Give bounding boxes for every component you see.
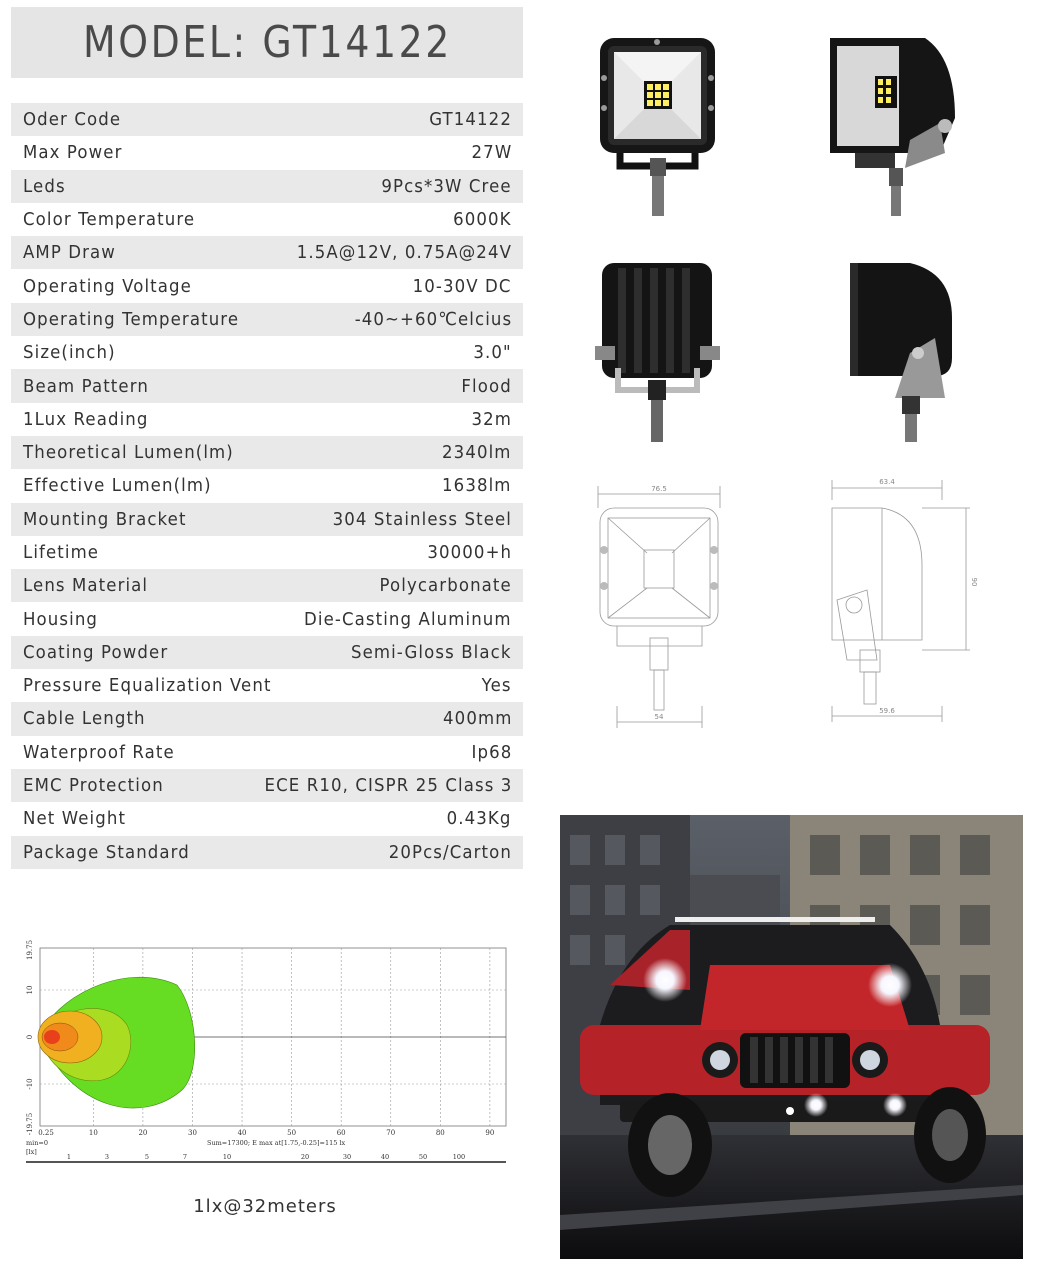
x-tick-label: 30	[188, 1129, 197, 1137]
spec-value: 9Pcs*3W Cree	[381, 175, 512, 197]
spec-row	[11, 802, 523, 835]
spec-value: Die-Casting Aluminum	[304, 608, 512, 630]
spec-row	[11, 636, 523, 669]
x-tick-label: 50	[287, 1129, 297, 1137]
spec-value: -40~+60℃elcius	[354, 308, 512, 330]
x-tick-label: 20	[138, 1129, 148, 1137]
spec-row	[11, 469, 523, 502]
lux-scale-label: 50	[418, 1153, 428, 1161]
spec-row	[11, 403, 523, 436]
unit-label: [lx]	[26, 1148, 37, 1156]
spec-label: Beam Pattern	[23, 375, 149, 397]
spec-value: Yes	[481, 675, 512, 697]
lux-scale-label: 30	[342, 1153, 352, 1161]
x-tick-label: 60	[336, 1129, 346, 1137]
spec-row	[11, 303, 523, 336]
x-tick-label: 40	[237, 1129, 247, 1137]
spec-row	[11, 669, 523, 702]
side-depth-label: 63.4	[879, 478, 895, 486]
spec-value: ECE R10, CISPR 25 Class 3	[264, 775, 512, 797]
spec-label: Package Standard	[23, 841, 190, 863]
spec-label: Leds	[23, 175, 66, 197]
spec-label: 1Lux Reading	[23, 408, 149, 430]
spec-row	[11, 569, 523, 602]
spec-value: 400mm	[442, 708, 512, 730]
spec-value: 6000K	[453, 209, 512, 231]
spec-value: 1.5A@12V, 0.75A@24V	[296, 242, 512, 264]
product-back-view	[590, 258, 725, 448]
spec-row	[11, 203, 523, 236]
front-dimension-drawing	[592, 478, 727, 738]
spec-label: Color Temperature	[23, 209, 196, 231]
spec-label: Mounting Bracket	[23, 508, 187, 530]
spec-value: Flood	[461, 375, 512, 397]
spec-row	[11, 702, 523, 735]
y-tick-label: -10	[26, 1078, 34, 1090]
lux-scale-label: 20	[300, 1153, 310, 1161]
x-tick-label: 90	[485, 1129, 495, 1137]
spec-value: 32m	[471, 408, 512, 430]
spec-label: Size(inch)	[23, 342, 116, 364]
y-tick-label: -19.75	[26, 1112, 34, 1136]
front-width-label: 76.5	[651, 485, 667, 493]
product-front-view	[590, 28, 725, 223]
spec-table	[11, 103, 523, 869]
summary-label: Sum=17300; E max at[1.75,-0.25]=115 lx	[207, 1139, 346, 1147]
product-angled-view	[815, 28, 960, 223]
x-tick-label: 10	[88, 1129, 98, 1137]
spec-value: 30000+h	[427, 542, 512, 563]
spec-value: 3.0"	[473, 342, 512, 364]
spec-row	[11, 369, 523, 402]
spec-row	[11, 536, 523, 569]
y-tick-label: 19.75	[26, 939, 34, 961]
spec-row	[11, 602, 523, 635]
x-tick-label: 80	[435, 1129, 445, 1137]
spec-row	[11, 436, 523, 469]
spec-label: Pressure Equalization Vent	[23, 675, 272, 697]
lux-scale-label: 10	[222, 1153, 232, 1161]
beam-contour-core	[44, 1030, 60, 1044]
spec-row	[11, 236, 523, 269]
lux-scale-label: 5	[144, 1153, 150, 1161]
spec-value: Semi-Gloss Black	[351, 641, 512, 663]
spec-row	[11, 269, 523, 302]
spec-row	[11, 336, 523, 369]
spec-label: Coating Powder	[23, 641, 169, 663]
spec-value: Ip68	[471, 741, 512, 763]
spec-row	[11, 503, 523, 536]
spec-value: 0.43Kg	[447, 808, 512, 830]
lux-scale-label: 100	[452, 1153, 466, 1161]
spec-value: 1638lm	[442, 475, 512, 497]
spec-label: Operating Temperature	[23, 308, 240, 330]
side-base-label: 59.6	[879, 707, 895, 715]
spec-label: Lens Material	[23, 575, 149, 597]
x-tick-label: 0.25	[38, 1129, 54, 1137]
x-tick-label: 70	[386, 1129, 396, 1137]
spec-value: 27W	[471, 142, 512, 164]
spec-label: Net Weight	[23, 808, 127, 830]
spec-row	[11, 836, 523, 869]
spec-label: Oder Code	[23, 109, 122, 131]
model-title-bar	[11, 7, 523, 78]
lux-scale-label: 40	[380, 1153, 390, 1161]
spec-row	[11, 136, 523, 169]
spec-row	[11, 769, 523, 802]
y-tick-label: 0	[26, 1034, 34, 1040]
model-title: MODEL: GT14122	[82, 17, 452, 68]
beam-caption: 1lx@32meters	[193, 1196, 337, 1217]
beam-pattern-svg	[22, 940, 512, 1180]
lux-scale-label: 3	[104, 1153, 110, 1161]
spec-label: AMP Draw	[23, 242, 116, 264]
spec-label: EMC Protection	[23, 775, 164, 797]
lux-scale-label: 1	[66, 1153, 72, 1161]
spec-label: Max Power	[23, 142, 123, 164]
spec-value: GT14122	[429, 109, 512, 131]
spec-row	[11, 103, 523, 136]
spec-value: 2340lm	[442, 442, 512, 464]
beam-pattern-chart	[22, 940, 512, 1180]
spec-row	[11, 736, 523, 769]
min-label: min=0	[26, 1139, 49, 1147]
spec-value: 304 Stainless Steel	[332, 508, 512, 530]
spec-label: Housing	[23, 608, 99, 630]
spec-value: 10-30V DC	[413, 275, 512, 297]
side-dimension-drawing	[822, 470, 977, 730]
vehicle-photo	[560, 815, 1023, 1259]
spec-value: Polycarbonate	[379, 575, 512, 597]
spec-label: Cable Length	[23, 708, 146, 730]
product-side-view	[840, 258, 960, 448]
side-height-label: 90	[970, 577, 978, 587]
spec-row	[11, 170, 523, 203]
spec-label: Effective Lumen(lm)	[23, 475, 212, 497]
spec-label: Waterproof Rate	[23, 741, 175, 763]
y-tick-label: 10	[26, 985, 34, 995]
spec-label: Theoretical Lumen(lm)	[23, 442, 234, 464]
lux-scale-label: 7	[182, 1153, 188, 1161]
spec-label: Operating Voltage	[23, 275, 192, 297]
spec-label: Lifetime	[23, 542, 100, 563]
spec-value: 20Pcs/Carton	[388, 841, 512, 863]
front-base-label: 54	[654, 713, 664, 721]
